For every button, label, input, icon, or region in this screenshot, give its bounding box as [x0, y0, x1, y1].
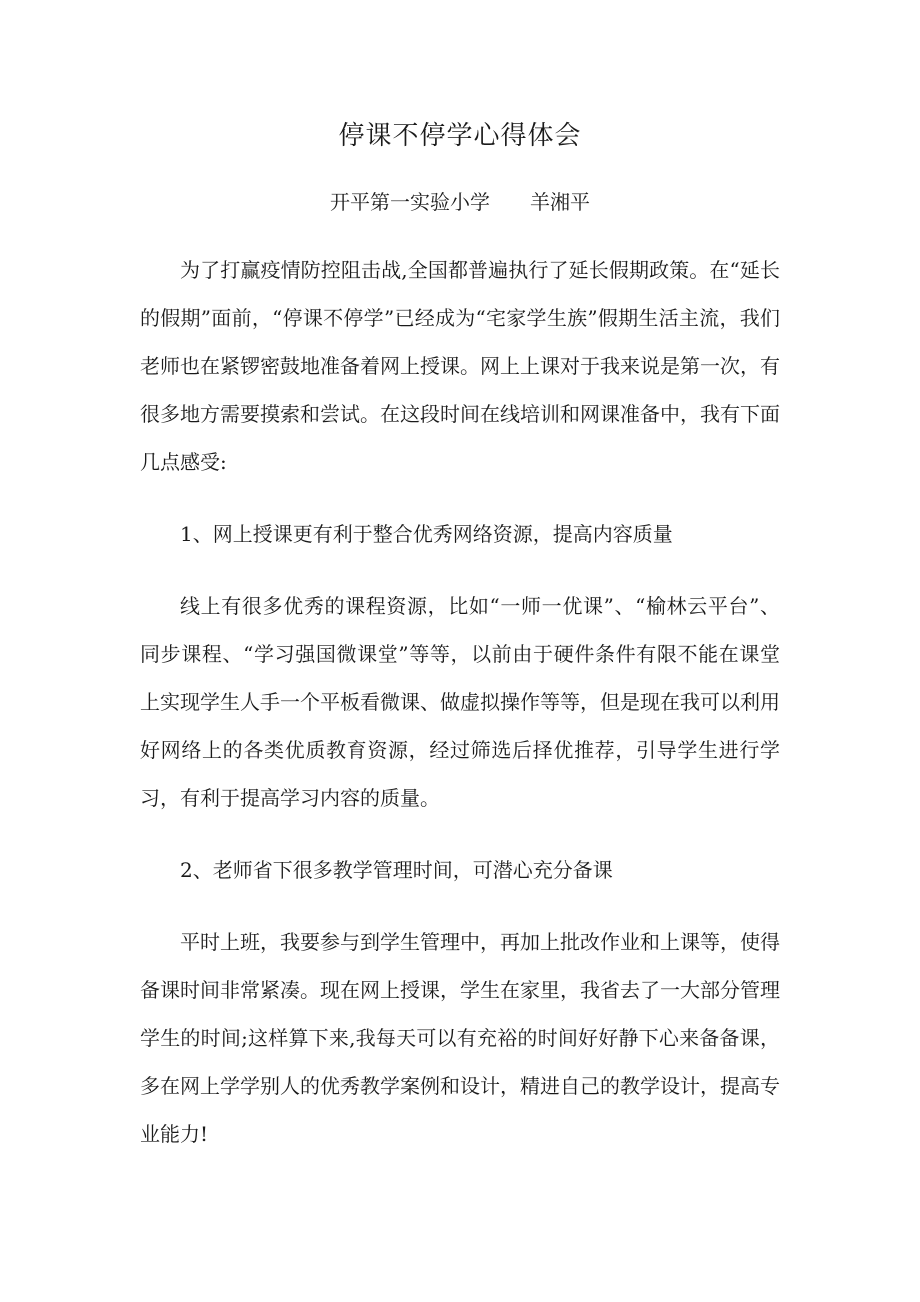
author-line	[0, 184, 920, 220]
paragraph-intro: 为了打赢疫情防控阻击战,全国都普遍执行了延长假期政策。在“延长的假期”面前，“停课不停学”已经成为“宅家学生族”假期生活主流，我们老师也在紧锣密鼓地准备着网上授课。网上上课对于我来说是第一次，有很多地方需要摸索和尝试。在这段时间在线培训和网课准备中，我有下面几点感受:	[140, 258, 780, 474]
paragraph-section-2: 平时上班，我要参与到学生管理中，再加上批改作业和上课等，使得备课时间非常紧凑。现在网上授课，学生在家里，我省去了一大部分管理学生的时间;这样算下来,我每天可以有充裕的时间好好静下心来备备课，多在网上学学别人的优秀教学案例和设计，精进自己的教学设计，提高专业能力!	[140, 930, 780, 1146]
school-name: 开平第一实验小学	[330, 190, 490, 214]
paragraph-spacer	[140, 486, 780, 510]
section-heading-2: 2、老师省下很多教学管理时间，可潜心充分备课	[180, 858, 613, 882]
paragraph-section-1: 线上有很多优秀的课程资源，比如“一师一优课”、“榆林云平台”、同步课程、“学习强国微课堂”等等，以前由于硬件条件有限不能在课堂上实现学生人手一个平板看微课、做虚拟操作等等，但是现在我可以利用好网络上的各类优质教育资源，经过筛选后择优推荐，引导学生进行学习，有利于提高学习内容的质量。	[140, 594, 780, 810]
paragraph-spacer	[140, 894, 780, 918]
paragraph-spacer	[140, 822, 780, 846]
document-title: 停课不停学心得体会	[338, 121, 582, 151]
paragraph-spacer	[140, 558, 780, 582]
section-heading-1: 1、网上授课更有利于整合优秀网络资源，提高内容质量	[180, 522, 673, 546]
author-name: 羊湘平	[530, 190, 590, 214]
document-body	[140, 246, 780, 1158]
